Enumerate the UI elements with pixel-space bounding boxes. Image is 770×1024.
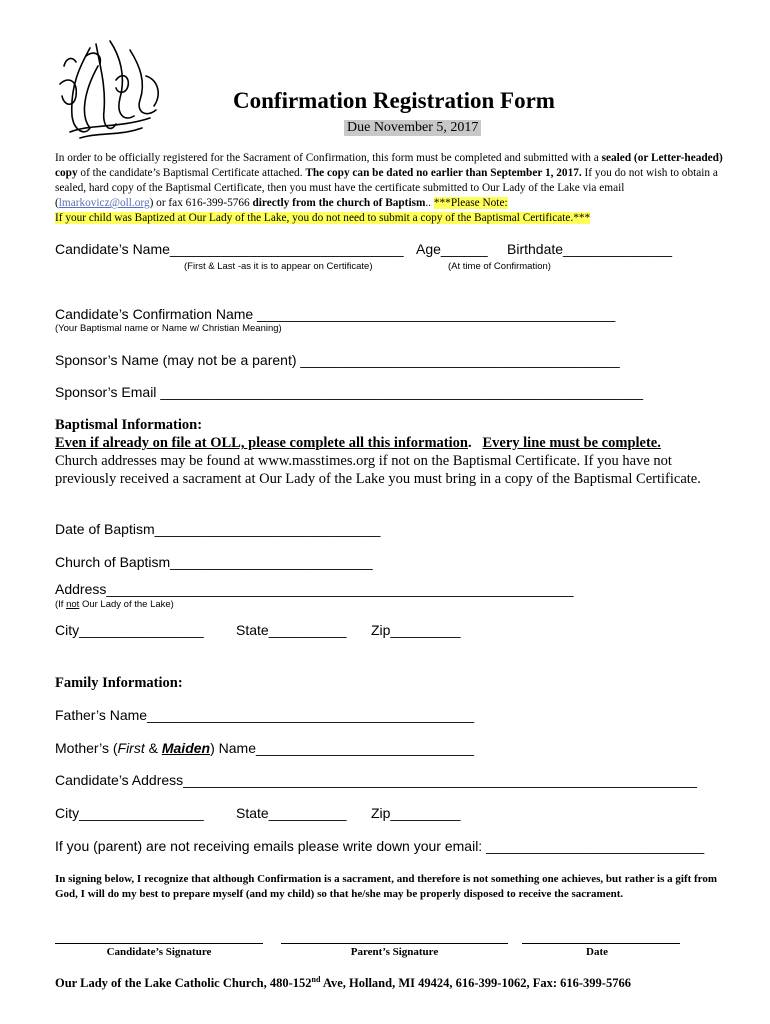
father-name-field[interactable]: Father’s Name__________________________________________ [55,707,475,723]
sponsor-name-field[interactable]: Sponsor’s Name (may not be a parent) _________________________________________ [55,352,620,368]
baptismal-heading: Baptismal Information: [55,417,203,433]
candidate-name-field[interactable]: Candidate’s Name______________________________ [55,241,404,257]
family-city-field[interactable]: City________________ [55,805,204,821]
date-signature-label: Date [586,946,608,958]
note-highlight-2: If your child was Baptized at Our Lady of the Lake, you do not need to submit a copy of the Baptismal Certificate.*** [55,212,591,224]
signing-statement: In signing below, I recognize that although Confirmation is a sacrament, and therefore is not something one achieves, but rather is a gift from God, I will do my best to prepare myself (and my child) so that he/she may be properly disposed to receive the sacrament. [55,873,718,900]
candidate-name-hint: (First & Last -as it is to appear on Certificate) [184,261,373,272]
baptism-address-hint: (If not Our Lady of the Lake) [55,599,174,610]
confirmation-name-field[interactable]: Candidate’s Confirmation Name ______________________________________________ [55,306,616,322]
intro-paragraph: In order to be officially registered for the Sacrament of Confirmation, this form must be completed and submitted with a sealed (or Letter-headed) copy of the candidate’s Baptismal Certificate attached. The copy can be dated no earlier than September 1, 2017. If you do not wish to obtain a sealed, hard copy of the Baptismal Certificate, then you must have the certificate submitted to Our Lady of the Lake via email (lmarkovicz@oll.org) or fax 616-399-5766 directly from the church of Baptism.. ***Please Note: If your child was Baptized at Our Lady of the Lake, you do not need to submit a copy of the Baptismal Certificate.*** [55,152,723,224]
baptismal-notice-b: Every line must be complete. [482,435,661,451]
family-heading: Family Information: [55,675,183,691]
family-state-field[interactable]: State__________ [236,805,347,821]
baptism-address-field[interactable]: Address____________________________________________________________ [55,581,574,597]
baptism-zip-field[interactable]: Zip_________ [371,622,461,638]
baptismal-section: Baptismal Information: Even if already on file at OLL, please complete all this information. Every line must be complete. Church addresses may be found at www.masstimes.org if not on the Baptismal Certificate. If you have not previously received a sacrament at Our Lady of the Lake you must bring in a copy of the Baptismal Certificate. [55,417,701,487]
note-highlight: ***Please Note: [433,197,508,209]
family-zip-field[interactable]: Zip_________ [371,805,461,821]
parent-signature-line[interactable] [281,943,508,944]
baptism-church-field[interactable]: Church of Baptism__________________________ [55,554,373,570]
age-hint: (At time of Confirmation) [448,261,551,272]
baptismal-notice-a: Even if already on file at OLL, please complete all this information [55,435,468,451]
birthdate-field[interactable]: Birthdate______________ [507,241,673,257]
parent-email-field[interactable]: If you (parent) are not receiving emails please write down your email: ____________________________ [55,838,705,854]
baptism-state-field[interactable]: State__________ [236,622,347,638]
confirmation-name-hint: (Your Baptismal name or Name w/ Christian Meaning) [55,323,282,334]
church-footer: Our Lady of the Lake Catholic Church, 480-152nd Ave, Holland, MI 49424, 616-399-1062, Fax: 616-399-5766 [55,975,631,991]
candidate-address-field[interactable]: Candidate’s Address__________________________________________________________________ [55,772,698,788]
mother-name-field[interactable]: Mother’s (First & Maiden) Name____________________________ [55,740,475,756]
due-date: Due November 5, 2017 [344,120,481,136]
sponsor-email-field[interactable]: Sponsor’s Email ______________________________________________________________ [55,384,644,400]
baptism-date-field[interactable]: Date of Baptism_____________________________ [55,521,381,537]
age-field[interactable]: Age______ [416,241,488,257]
contact-email-link[interactable]: lmarkovicz@oll.org [58,197,150,209]
candidate-signature-line[interactable] [55,943,263,944]
form-title: Confirmation Registration Form [233,88,555,113]
baptism-city-field[interactable]: City________________ [55,622,204,638]
parent-signature-label: Parent’s Signature [350,946,439,958]
candidate-signature-label: Candidate’s Signature [106,946,212,958]
date-signature-line[interactable] [522,943,680,944]
baptismal-text: Church addresses may be found at www.masstimes.org if not on the Baptismal Certificate. If you have not previously received a sacrament at Our Lady of the Lake you must bring in a copy of the Baptismal Certificate. [55,453,701,487]
